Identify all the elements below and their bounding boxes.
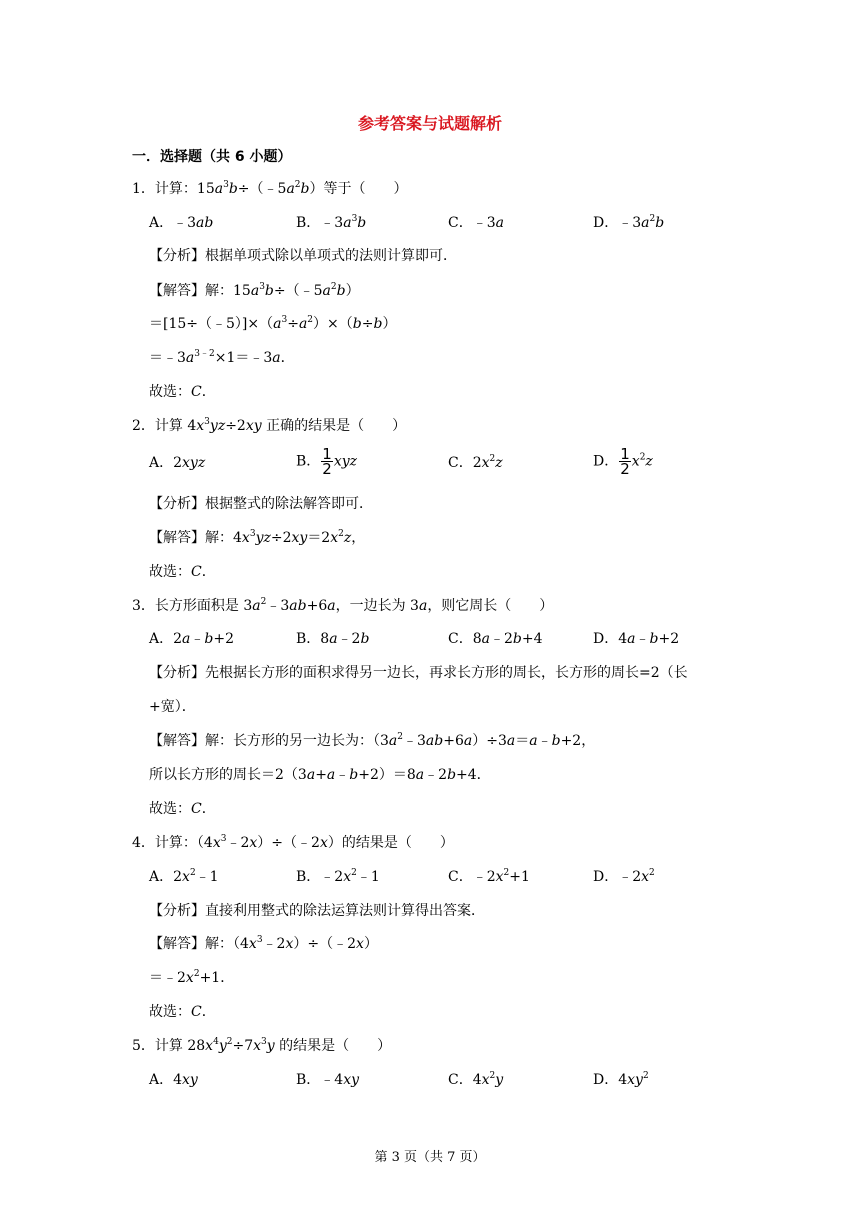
- fraction-one-half: $\frac{1}{2}$: [620, 445, 630, 478]
- question-3-option-a: A．2a﹣b+2: [149, 631, 234, 647]
- question-4-option-b: B．$﹣2x^2﹣1$: [296, 868, 380, 885]
- question-4-option-d: D．$﹣2x^2$: [593, 868, 655, 885]
- question-3-step-1: 所以长方形的周长＝2（3a+a﹣b+2）＝8a﹣2b+4．: [149, 767, 491, 783]
- question-4-option-a: A．$2x^2﹣1$: [149, 868, 219, 885]
- question-3-option-d: D．4a﹣b+2: [593, 631, 680, 647]
- question-1-option-c: C．﹣3a: [448, 215, 504, 231]
- question-2-option-c: C．$2x^2z$: [448, 454, 503, 471]
- fraction-one-half: $\frac{1}{2}$: [322, 445, 332, 478]
- question-1-stem: 1．计算：$15a^3b\div(﹣5a^2b)$等于（ ）: [132, 180, 408, 197]
- question-1-option-b: B．$﹣3a^3b$: [296, 214, 367, 231]
- question-4-step-1: $=﹣2x^2+1$．: [149, 969, 235, 986]
- question-1-option-a: A．﹣3ab: [149, 215, 214, 231]
- section-heading: 一．选择题（共 6 小题）: [132, 149, 292, 165]
- question-1-answer: 故选：C．: [149, 384, 216, 400]
- question-3-solution: 【解答】解：长方形的另一边长为：$(3a^2﹣3ab+6a)\div 3a=a﹣b+2$，: [149, 732, 596, 749]
- question-3-analysis-line-1: 【分析】先根据长方形的面积求得另一边长，再求长方形的周长，长方形的周长=2（长: [149, 665, 688, 681]
- question-5-option-d: D．$4xy^2$: [593, 1071, 649, 1088]
- question-5-option-c: C．$4x^2y$: [448, 1071, 504, 1088]
- question-5-option-b: B．﹣4xy: [296, 1072, 360, 1088]
- question-5-stem: 5．计算 $28x^4y^2\div 7x^3y$ 的结果是（ ）: [132, 1037, 392, 1054]
- question-2-option-d: D． $\frac{1}{2}$ $x^2z$: [593, 445, 653, 478]
- question-1-step-2: $=﹣3a^{3﹣2}\times 1=﹣3a$．: [149, 349, 295, 366]
- question-1-step-1: $=[15\div(﹣5)]\times(a^3\div a^2)\times(b\div b)$: [149, 315, 397, 332]
- question-1-option-d: D．$﹣3a^2b$: [593, 214, 665, 231]
- question-4-analysis: 【分析】直接利用整式的除法运算法则计算得出答案．: [149, 903, 485, 919]
- question-2-stem: 2．计算 $4x^3yz\div 2xy$ 正确的结果是（ ）: [132, 417, 407, 434]
- question-3-option-c: C．8a﹣2b+4: [448, 631, 543, 647]
- question-1-analysis: 【分析】根据单项式除以单项式的法则计算即可．: [149, 248, 457, 264]
- question-2-option-b: B． $\frac{1}{2}$ xyz: [296, 445, 358, 478]
- page-footer: 第 3 页（共 7 页）: [374, 1150, 486, 1165]
- question-4-stem: 4．计算：$(4x^3﹣2x)\div(﹣2x)$的结果是（ ）: [132, 834, 454, 851]
- question-2-solution: 【解答】解：$4x^3yz\div 2xy=2x^2z$，: [149, 529, 366, 546]
- question-2-analysis: 【分析】根据整式的除法解答即可．: [149, 496, 373, 512]
- question-3-stem: 3．长方形面积是 $3a^2﹣3ab+6a$，一边长为 3a，则它周长（ ）: [132, 597, 554, 614]
- question-5-option-a: A．4xy: [149, 1072, 198, 1088]
- question-2-option-a: A．2xyz: [149, 455, 206, 471]
- question-3-answer: 故选：C．: [149, 801, 216, 817]
- question-2-answer: 故选：C．: [149, 564, 216, 580]
- question-1-solution: 【解答】解：$15a^3b\div(﹣5a^2b)$: [149, 282, 360, 299]
- question-4-option-c: C．$﹣2x^2+1$: [448, 868, 530, 885]
- page-title: 参考答案与试题解析: [357, 114, 502, 133]
- question-3-analysis-line-2: +宽）．: [149, 699, 196, 715]
- question-4-answer: 故选：C．: [149, 1004, 216, 1020]
- question-4-solution: 【解答】解：$(4x^3﹣2x)\div(﹣2x)$: [149, 935, 378, 952]
- question-3-option-b: B．8a﹣2b: [296, 631, 370, 647]
